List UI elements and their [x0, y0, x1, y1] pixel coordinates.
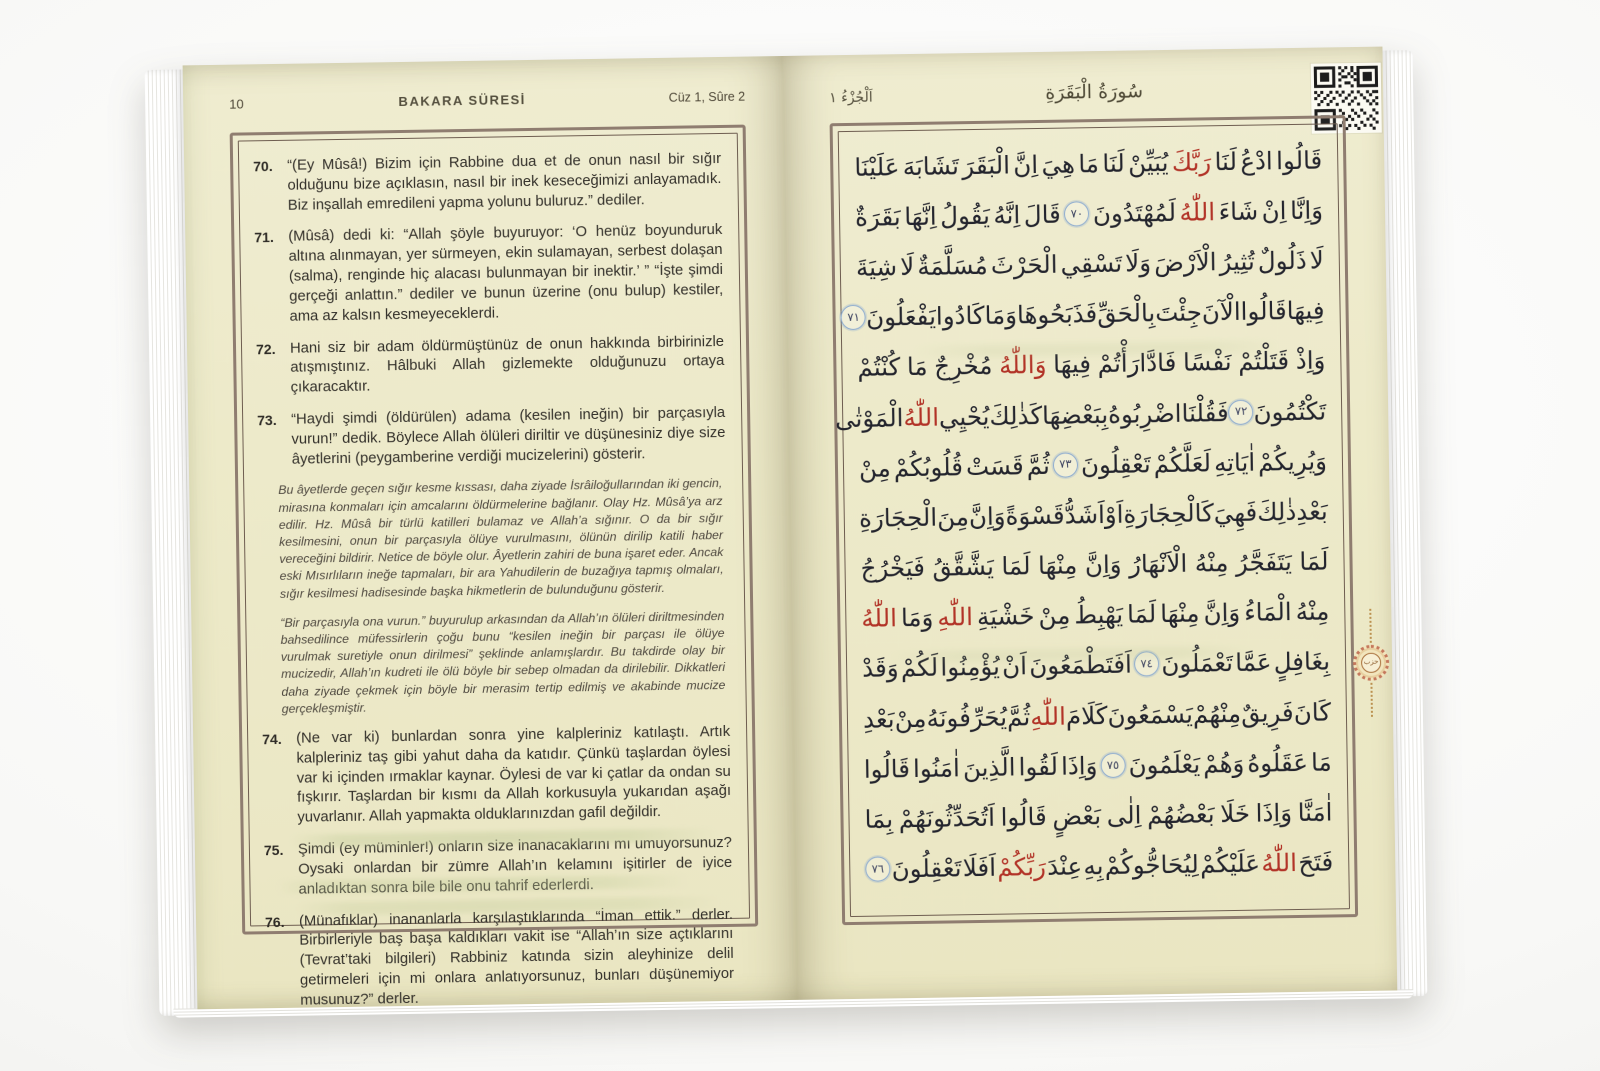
left-page	[183, 56, 798, 1009]
quran-word: بَعْدِ	[862, 703, 895, 734]
quran-word: خَشْيَةِ	[976, 601, 1035, 632]
quran-word: اٰمَنَّا	[1297, 797, 1333, 828]
quran-word: يَسْمَعُونَ	[1107, 699, 1194, 730]
quran-word: عَلَيْكُمْ	[1199, 848, 1261, 879]
quran-word: يَقُولُ	[939, 200, 991, 231]
quran-word: لَمَا	[1001, 551, 1031, 581]
verse-number-badge: ٧١	[841, 305, 866, 330]
quran-word: وَاِنَّا	[1289, 195, 1324, 225]
quran-word: شَاءَ	[1218, 196, 1259, 226]
quran-word: مَا	[1078, 148, 1100, 178]
quran-word: وَاِنَّ	[968, 501, 1006, 532]
quran-line	[855, 185, 1324, 243]
quran-word: ذَلُولٌ	[1257, 245, 1307, 276]
verse-number: 73.	[257, 411, 277, 429]
quran-word: قَالُوا	[1275, 145, 1323, 175]
verse-number: 74.	[262, 730, 282, 748]
quran-word: الَّذِينَ	[962, 752, 1016, 783]
quran-word: مِنْهَا	[1037, 550, 1078, 581]
quran-word: مِنْهُ	[1295, 596, 1330, 627]
quran-word: لَنَا	[1214, 146, 1238, 176]
quran-word: اَفَلَا	[962, 852, 997, 883]
verse-number: 72.	[255, 340, 276, 357]
quran-word: تَشَابَهَ	[902, 150, 960, 181]
quran-word: تَسْقِي	[1060, 248, 1123, 279]
quran-word: عَقَلُوهُ	[1247, 747, 1309, 778]
left-page-title: BAKARA SÜRESİ	[398, 92, 526, 110]
quran-word: اَوْ	[1104, 499, 1124, 529]
quran-line	[859, 486, 1328, 544]
verse-number: 70.	[253, 158, 273, 175]
quran-word: فَرِيقٌ	[1240, 697, 1294, 728]
verse-text: (Mûsâ) dedi ki: “Allah şöyle buyuruyor: ‘O henüz boyunduruk altına alınmayan, yer sürmeyen, ekin sulamayan, serbest dolaşan (salma), renginde hiç alacası bulunmayan bir inektir.’ ” “İşte şimdi gerçeği anlattın.” dediler ve bunun üzerine (onu bulup) kestiler, ama az kalsın kesmeyeceklerdi.	[288, 222, 724, 325]
divine-name-word: وَاللّٰهُ	[998, 350, 1047, 380]
quran-word: اضْرِبُوهُ	[1107, 398, 1182, 429]
quran-word: كَالْحِجَارَةِ	[1123, 498, 1215, 529]
hizb-rosette-icon	[1353, 645, 1390, 682]
quran-word: بِمَا	[864, 804, 894, 834]
divine-name-word: اللّٰهِ	[1030, 701, 1067, 731]
verse-number: 76.	[264, 913, 285, 930]
quran-text-block	[834, 123, 1350, 917]
quran-word: يَهْبِطُ	[1074, 599, 1124, 630]
quran-word: يُؤْمِنُوا	[940, 652, 1001, 683]
quran-word: لِيُحَاجُّوكُمْ	[1104, 849, 1199, 881]
quran-word: اٰمَنُوا	[912, 753, 961, 783]
surah-title: سُورَةُ الْبَقَرَةِ	[1045, 80, 1144, 104]
quran-word: وَمَا	[900, 602, 934, 633]
verse-item	[265, 905, 734, 1011]
verse-item	[254, 221, 723, 327]
juz-label: اَلْجُزْءُ ١	[829, 89, 873, 107]
quran-word: اِنَّهُ	[993, 200, 1021, 230]
quran-word: اَنْ	[1001, 651, 1028, 682]
quran-word: لَا	[899, 251, 915, 282]
quran-word: كَانَ	[1293, 697, 1332, 727]
quran-word: جِئْتَ	[1155, 297, 1203, 328]
verse-item	[262, 723, 731, 829]
quran-word: لَنَا	[1102, 148, 1125, 178]
quran-word: شِيَةَ	[855, 252, 898, 282]
quran-word: وَهُمْ	[1202, 748, 1245, 779]
quran-word: لَمُهْتَدُونَ	[1092, 197, 1177, 228]
verse-number: 75.	[263, 842, 284, 859]
verse-number-badge: ٧٥	[1100, 753, 1125, 778]
hizb-rosette-label: حزب	[1361, 653, 1381, 673]
quran-word: قَالُوا	[1240, 296, 1287, 326]
verse-text: Hani siz bir adam öldürmüştünüz de onun hakkında birbirinizle atışmıştınız. Hâlbuki Allah gizlemekte olduğunuzu ortaya çıkaracaktır.	[289, 333, 725, 396]
quran-word: كُنْتُمْ	[857, 352, 901, 383]
verse-text: Şimdi (ey müminler!) onların size inanacaklarını mı umuyorsunuz? Oysaki onlardan bir zümre Allah’ın kelamını işitirler de iyice anladıktan sonra bile bile onu tahrif ederlerdi.	[297, 834, 733, 898]
quran-word: قُلُوبُكُمْ	[893, 451, 964, 483]
quran-word: قَالَ	[1023, 199, 1062, 230]
quran-word: يُحْيِي	[938, 401, 990, 432]
quran-word: تَعْقِلُونَ	[891, 853, 962, 884]
quran-word: بِبَعْضِهَا	[1041, 399, 1109, 430]
quran-line	[855, 235, 1324, 293]
quran-word: مِنْ	[858, 453, 892, 483]
open-book	[145, 46, 1428, 1018]
quran-word: وَمَا	[984, 300, 1018, 331]
ornament-dots-top	[1369, 609, 1372, 643]
divine-name-word: اللّٰهِ	[937, 602, 974, 632]
quran-word: مِنْ	[894, 703, 927, 733]
hizb-ornament	[1347, 608, 1395, 717]
quran-word: مَا	[906, 352, 928, 382]
quran-word: فِيهَا	[1052, 349, 1092, 380]
quran-word: لَا	[1309, 245, 1325, 275]
quran-word: لَعَلَّكُمْ	[1153, 448, 1212, 478]
quran-word: كَادُوا	[935, 301, 985, 331]
verse-text: (Ne var ki) bunlardan sonra yine kalpleriniz katılaştı. Artık kalpleriniz taş gibi yahut daha da katıdır. Çünkü taşlardan öylesi var ki içinden ırmaklar kaynar. Öylesi de var ki çatlar da ondan su fışkırır. Taşlardan bir kısmı da Allah korkusuyla yukarıdan aşağı yuvarlanır. Allah yapmakta olduklarınızdan gafil değildir.	[296, 723, 732, 826]
quran-word: يَفْعَلُونَ	[865, 301, 937, 332]
quran-line	[859, 436, 1328, 494]
quran-word: الْمَوْتٰى	[834, 402, 904, 433]
quran-word: فَتَحَ	[1298, 847, 1334, 878]
quran-word: فَقُلْنَا	[1181, 397, 1229, 428]
quran-line	[847, 285, 1325, 343]
quran-line	[863, 737, 1332, 795]
translation-block	[238, 133, 750, 1009]
verse-number-badge: ٧٤	[1134, 652, 1159, 677]
quran-line	[864, 787, 1333, 845]
divine-name-word: اللّٰهُ	[1261, 848, 1298, 878]
left-page-header	[229, 89, 745, 112]
quran-line	[854, 135, 1323, 193]
quran-word: بِغَافِلٍ	[1273, 646, 1331, 677]
verse-number: 71.	[254, 229, 274, 246]
quran-line	[862, 636, 1331, 694]
quran-word: وَاِنَّ	[1084, 549, 1122, 580]
verse-number-badge: ٧٢	[1228, 399, 1253, 424]
left-page-juz-info: Cüz 1, Sûre 2	[668, 89, 746, 105]
quran-line	[861, 586, 1330, 644]
quran-word: ادْعُ	[1240, 145, 1273, 176]
ornament-dots-bottom	[1370, 683, 1373, 717]
quran-word: ثُمَّ	[1006, 701, 1031, 732]
quran-word: الْاَنْهَارُ	[1128, 548, 1188, 579]
quran-word: بِهِ	[1083, 851, 1104, 881]
divine-name-word: رَبِّكُمْ	[997, 852, 1047, 882]
quran-word: وَيُرِيكُمْ	[1257, 446, 1328, 477]
quran-word: مِنْهُ	[1194, 548, 1229, 578]
quran-word: الْحِجَارَةِ	[858, 502, 938, 533]
quran-word: خَلَا	[1219, 798, 1251, 829]
quran-word: ثُمَّ	[1026, 450, 1051, 480]
quran-word: قَالُوا	[1000, 801, 1047, 832]
verse-item	[253, 150, 722, 217]
quran-word: اِنَّهَا	[904, 201, 937, 231]
quran-word: يَعْلَمُونَ	[1128, 749, 1201, 780]
quran-line	[865, 837, 1334, 895]
verse-text: (Münafıklar) inananlarla karşılaştıklarında “İman ettik.” derler. Birbirleriyle baş başa kaldıkları vakit ise “Allah’ın size açtıklarını (Tevrat’taki bilgileri) Rabbiniz katında sizin aleyhinize delil getirmeleri için mi onlara anlatıyorsunuz, bunları düşünemiyor musunuz?” derler.	[298, 906, 735, 1009]
quran-line	[860, 536, 1329, 594]
quran-word: وَاِذْ	[1295, 345, 1326, 376]
quran-word: يَشَّقَّقُ	[932, 551, 995, 582]
quran-word: الْحَرْثَ	[990, 249, 1058, 280]
quran-word: فَذَبَحُوهَا	[1016, 299, 1098, 330]
quran-word: بِالْحَقِّ	[1097, 298, 1156, 329]
quran-word: لَمَا	[1299, 546, 1329, 577]
quran-word: اَشَدُّ	[1064, 499, 1106, 530]
quran-word: مِنْ	[1038, 600, 1071, 631]
quran-word: تَعْقِلُونَ	[1080, 448, 1151, 480]
quran-word: عَمَّا	[1234, 647, 1272, 678]
quran-word: وَقَدْ	[861, 653, 899, 684]
quran-word: اِنَّ	[1013, 149, 1039, 179]
quran-word: اَفَتَطْمَعُونَ	[1029, 650, 1133, 681]
quran-word: فِيهَا	[1286, 295, 1325, 326]
quran-word: تَعْمَلُونَ	[1161, 648, 1234, 679]
quran-word: يُبَيِّنْ	[1127, 147, 1169, 178]
quran-word: فَهِيَ	[1213, 497, 1258, 528]
quran-word: بَعْضٍ	[1052, 801, 1102, 831]
quran-word: قَسْوَةً	[1005, 500, 1065, 531]
quran-word: بَقَرَةٌ	[854, 201, 901, 232]
quran-word: اَتُحَدِّثُونَهُمْ	[898, 802, 996, 834]
divine-name-word: اللّٰهُ	[903, 402, 940, 432]
quran-word: يُحَرِّفُونَهُ	[926, 702, 1008, 733]
verse-number-badge: ٧٣	[1053, 452, 1078, 477]
quran-word: بَعْضُهُمْ	[1146, 799, 1215, 830]
left-text-frame	[230, 125, 759, 1009]
quran-word: قَالُوا	[863, 753, 911, 784]
quran-line	[863, 687, 1332, 745]
divine-name-word: رَبَّكَ	[1171, 146, 1212, 177]
quran-word: قَسَتْ	[965, 450, 1024, 481]
quran-word: كَذٰلِكَ	[989, 400, 1043, 431]
quran-word: عَلَيْنَا	[854, 151, 900, 182]
verse-item	[256, 332, 725, 399]
quran-line	[834, 385, 1327, 443]
quran-word: مُخْرِجٌ	[933, 351, 993, 381]
quran-word: الْاَرْضَ	[1153, 247, 1217, 278]
divine-name-word: اللّٰهُ	[861, 603, 898, 634]
quran-word: وَاِذَا	[1255, 798, 1293, 828]
quran-word: وَلَا	[1125, 248, 1152, 278]
quran-word: الْمَاءُ	[1243, 597, 1292, 628]
quran-word: الْبَقَرَ	[962, 150, 1011, 180]
quran-word: فَيَخْرُجُ	[860, 552, 926, 583]
quran-word: عِنْدَ	[1046, 851, 1083, 882]
commentary-note: Bu âyetlerde geçen sığır kesme kıssası, daha ziyade İsrâiloğullarından iki gencin, mirasına konmaları için amcalarını öldürmelerine bağlanır. Olay Hz. Mûsâ’ya arz edilir. Hz. Mûsâ bir türlü katilleri bulamaz ve Allah’a sığınır. O da bir sığır kesilmesini, onun bir parçasıyla ölüye vurulmasını, ölünün dirilip katili haber vereceğini bildirir. Netice de böyle olur. Âyetlerin zahiri de buna işaret eder. Ancak eski Mısırlıların ineğe tapmaları, bir ara Yahudilerin de buzağıya tapmış olmaları, sığır kesilmesi hadisesinde başka hikmetlerin de bulunduğunu gösterir.	[278, 476, 724, 601]
quran-word: تَكْتُمُونَ	[1253, 396, 1327, 427]
quran-word: ذٰلِكَ	[1256, 496, 1297, 527]
right-page-header	[829, 77, 1345, 107]
right-text-frame	[830, 115, 1359, 925]
quran-word: اِلٰى	[1106, 800, 1142, 831]
quran-word: نَفْسًا	[1182, 347, 1232, 378]
quran-word: لَقُوا	[1018, 751, 1059, 782]
quran-word: كَلَامَ	[1065, 700, 1108, 731]
right-page	[783, 47, 1398, 1000]
quran-word: لَمَا	[1126, 599, 1157, 629]
quran-word: تُثِيرُ	[1219, 246, 1255, 277]
quran-word: اِنْ	[1261, 195, 1287, 226]
verse-number-badge: ٧٦	[865, 857, 890, 882]
quran-word: مِنَ	[936, 502, 970, 532]
quran-word: اٰيَاتِهِ	[1213, 447, 1256, 477]
verse-number-badge: ٧٠	[1064, 201, 1089, 226]
quran-word: مَا	[1310, 747, 1332, 777]
quran-word: قَتَلْتُمْ	[1237, 346, 1290, 377]
quran-word: وَاِنَّ	[1203, 598, 1241, 628]
quran-word: فَادَّارَأْتُمْ	[1097, 348, 1177, 379]
quran-word: وَاِذَا	[1060, 750, 1098, 781]
quran-word: مِنْهَا	[1160, 598, 1200, 629]
verse-item	[257, 404, 726, 471]
quran-word: لَكُمْ	[900, 653, 939, 683]
quran-word: هِيَ	[1041, 149, 1076, 179]
quran-word: بَعْدِ	[1296, 496, 1328, 526]
divine-name-word: اللّٰهُ	[1179, 197, 1216, 227]
commentary-note: “Bir parçasıyla ona vurun.” buyurulup arkasından da Allah’ın ölüleri diriltmesinden bahsedilince müfessirlerin çoğu bunu “kesilen ineğin bir parçası ile ölüye vurulmak suretiyle onun dirilmesi” şeklinde anlamışlardır. Bu takdirde olay bir mucizedir, Allah’ın kudreti ile ölü böyle bir sebep olmadan da dirilebilir. Dikkatleri daha ziyade çekmek için böyle bir merasim tertip edilmiş ve akabinde mucize gerçekleşmiştir.	[280, 608, 726, 716]
quran-word: الْآنَ	[1201, 296, 1241, 327]
quran-word: مِنْهُمْ	[1192, 698, 1242, 729]
verse-text: “(Ey Mûsâ!) Bizim için Rabbine dua et de onun nasıl bir sığır olduğunu bize açıklasın, nasıl bir inek keseceğimizi anlayamadık. Biz inşallah emredileni yapma yolunu buluruz.” dediler.	[287, 150, 722, 214]
quran-word: يَتَفَجَّرُ	[1235, 547, 1293, 578]
verse-text: “Haydi şimdi (öldürülen) adama (kesilen ineğin) bir parçasıyla vurun!” dedik. Böylece Allah ölüleri diriltir ve düşünesiniz diye size âyetlerini (peygamberine verdiği mucizelerini) gösterir.	[291, 404, 726, 468]
left-page-number: 10	[229, 96, 244, 112]
quran-word: مُسَلَّمَةٌ	[917, 250, 988, 281]
